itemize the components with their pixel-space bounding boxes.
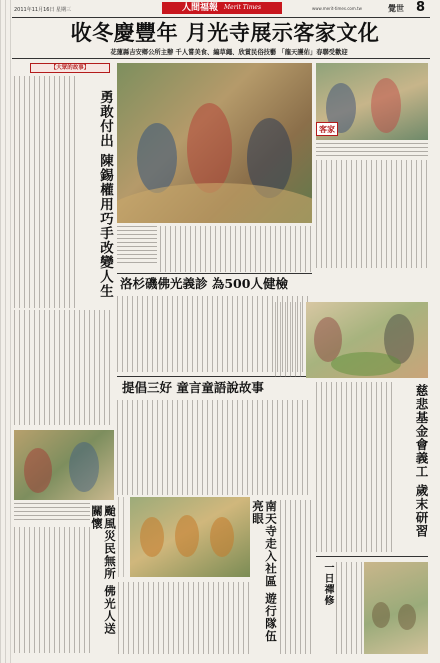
right-vertical-headline: 慈悲基金會義工 歲末研習 bbox=[414, 384, 429, 538]
right-body-text-1 bbox=[316, 160, 428, 268]
story-tag bbox=[30, 63, 110, 73]
photo-figure bbox=[314, 317, 342, 362]
photo-figure bbox=[175, 515, 199, 557]
right-caption-strip bbox=[275, 302, 303, 377]
photo-figure bbox=[210, 517, 234, 557]
story-tag-label: 【大眾的故事】 bbox=[50, 65, 90, 71]
left-body-text-2 bbox=[14, 310, 114, 425]
mid-rule-1 bbox=[117, 273, 312, 274]
headline-rule bbox=[12, 58, 430, 59]
foundation-photo bbox=[306, 302, 428, 378]
right-body-text-2 bbox=[316, 382, 396, 552]
masthead bbox=[12, 2, 430, 18]
masthead-rule bbox=[12, 17, 430, 18]
main-subtitle: 花蓮縣吉安鄉公所主辦 千人嘗美食、編草繩、欣賞民俗技藝 「龍天護佑」春聯受歡迎 bbox=[110, 49, 348, 56]
relief-photo bbox=[14, 430, 114, 500]
photo-figure bbox=[398, 604, 416, 630]
margin-strip bbox=[0, 0, 11, 663]
bottom-right-body bbox=[336, 562, 362, 654]
parade-caption bbox=[118, 497, 128, 577]
bottom-left-vertical-headline: 颱風災民無所 佛光人送關懷 bbox=[90, 505, 117, 636]
parade-photo bbox=[130, 497, 250, 577]
meditation-photo bbox=[364, 562, 428, 654]
section-name: 覺世 bbox=[388, 3, 404, 13]
photo-table bbox=[331, 352, 401, 376]
mid-headline-2: 提倡三好 童言童語說故事 bbox=[122, 380, 264, 395]
left-vertical-headline: 勇敢付出 陳錫權用巧手改變人生 bbox=[97, 90, 113, 299]
left-body-text-1 bbox=[14, 76, 76, 308]
bottom-mid-vertical-headline: 南天寺走入社區 遊行隊伍亮眼 bbox=[251, 500, 278, 643]
photo-figure bbox=[371, 78, 401, 133]
photo-figure bbox=[372, 602, 390, 628]
paper-logo bbox=[162, 2, 282, 14]
masthead-url: www.merit-times.com.tw bbox=[312, 6, 362, 11]
photo-figure bbox=[69, 442, 99, 492]
hakka-caption bbox=[316, 143, 428, 157]
bottom-center-body bbox=[118, 582, 250, 654]
photo-figure bbox=[24, 448, 52, 493]
festival-photo bbox=[117, 63, 312, 223]
main-headline: 收冬慶豐年 月光寺展示客家文化 bbox=[70, 20, 380, 45]
paper-name: 人間福報 bbox=[182, 3, 219, 13]
masthead-date: 2011年11月16日 星期三 bbox=[14, 7, 72, 13]
photo-figure bbox=[140, 517, 164, 557]
center-body-text-1 bbox=[160, 226, 312, 272]
bottom-right-vertical-headline: 一日禪修 bbox=[322, 562, 333, 606]
bottom-mid-body bbox=[280, 500, 312, 654]
bottom-left-body bbox=[14, 527, 90, 653]
hakka-badge bbox=[316, 122, 338, 136]
paper-name-en: Merit Times bbox=[224, 4, 262, 11]
photo-caption bbox=[117, 226, 157, 266]
bottom-right-rule bbox=[316, 556, 428, 557]
hakka-badge-label: 客家 bbox=[319, 124, 335, 134]
page-number: 8 bbox=[416, 0, 426, 15]
relief-caption bbox=[14, 503, 90, 523]
mid-headline-1: 洛杉磯佛光義診 為500人健檢 bbox=[120, 276, 288, 291]
photo-figure bbox=[187, 103, 232, 193]
photo-figure bbox=[137, 123, 177, 193]
photo-ground bbox=[117, 183, 312, 223]
center-body-text-3 bbox=[117, 400, 312, 495]
